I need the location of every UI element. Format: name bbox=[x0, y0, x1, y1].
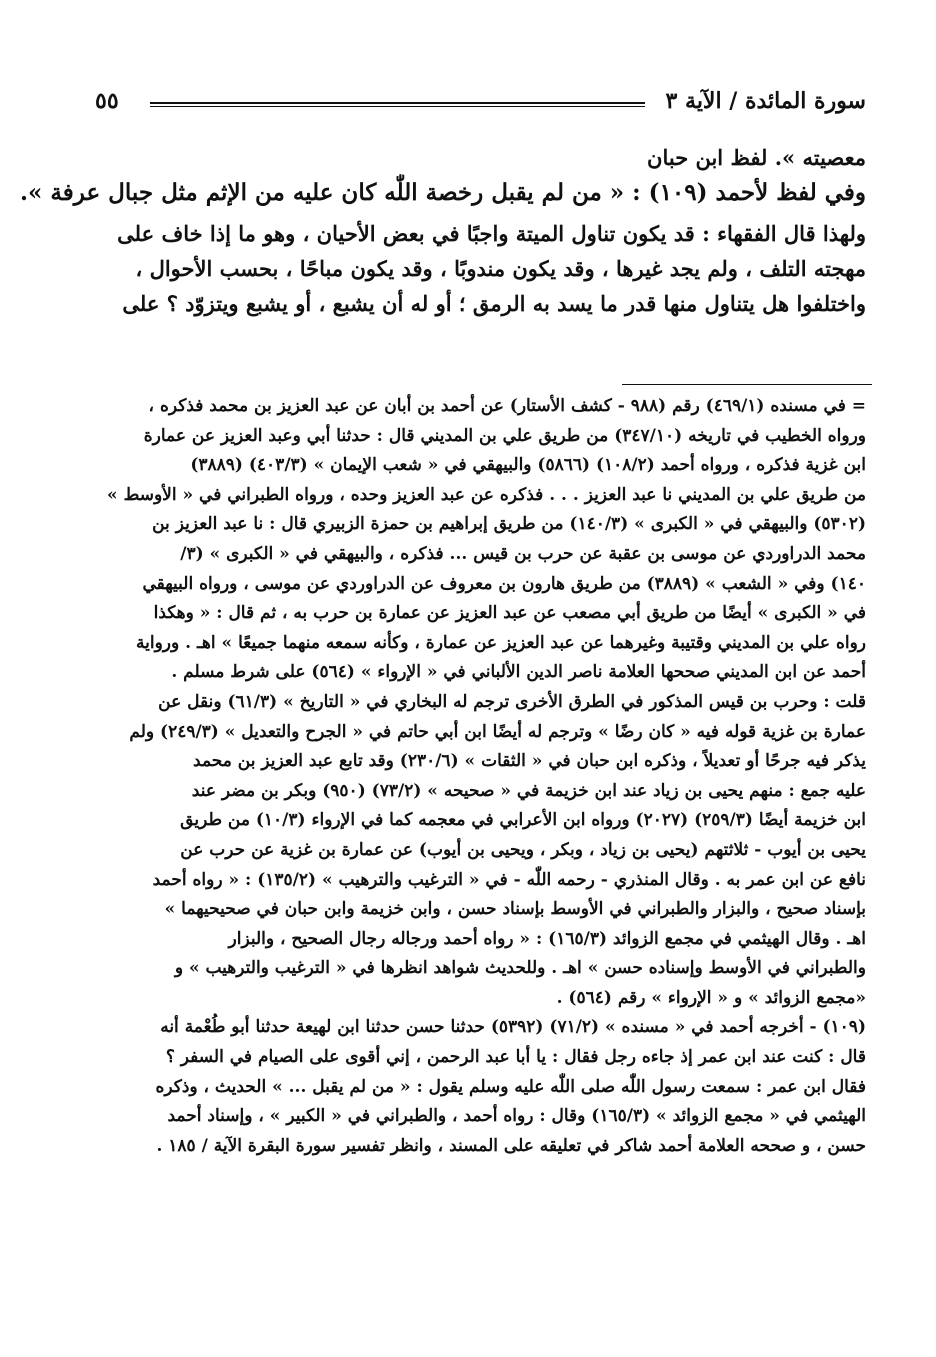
footnote-line: قال : كنت عند ابن عمر إذ جاءه رجل فقال : يا أبا عبد الرحمن ، إني أقوى على الصيام في السفر ؟ bbox=[165, 1047, 866, 1068]
footnote-line: يحيى بن أيوب - ثلاثتهم (يحيى بن زياد ، وبكر ، ويحيى بن أيوب) عن عمارة بن غزية عن حرب عن bbox=[180, 839, 866, 860]
footnote-line: (١٠٩) - أخرجه أحمد في « مسنده » (٧١/٢) (٥٣٩٢) حدثنا حسن حدثنا ابن لهيعة حدثنا أبو طُعْمة أنه bbox=[160, 1017, 866, 1038]
main-line: ولهذا قال الفقهاء : قد يكون تناول الميتة واجبًا في بعض الأحيان ، وهو ما إذا خاف على bbox=[117, 221, 866, 246]
footnote-line: في « الكبرى » أيضًا من طريق أبي مصعب عن عبد العزيز عن عمارة بن حرب به ، ثم قال : « وهكذا bbox=[153, 603, 866, 624]
footnote-line: الهيثمي في « مجمع الزوائد » (١٦٥/٣) وقال : رواه أحمد ، والطبراني في « الكبير » ، وإسناد أحمد bbox=[167, 1106, 866, 1127]
footnote-line: ابن خزيمة أيضًا (٢٥٩/٣) (٢٠٢٧) ورواه ابن الأعرابي في معجمه كما في الإرواء (١٠/٣) من طريق bbox=[180, 810, 866, 831]
footnote-line: رواه علي بن المديني وقتيبة وغيرهما عن عبد العزيز عن عمارة ، وكأنه سمعه منهما جميعًا » اهـ . ورواية bbox=[136, 632, 866, 653]
page-number: ٥٥ bbox=[95, 88, 119, 114]
footnote-line: = في مسنده (٤٦٩/١) رقم (٩٨٨ - كشف الأستار) عن أحمد بن أبان عن عبد العزيز بن محمد فذكره ، bbox=[148, 396, 866, 416]
footnotes bbox=[95, 392, 866, 1161]
footnote-line: عمارة بن غزية قوله فيه « كان رضًا » وترجم له أيضًا ابن أبي حاتم في « الجرح والتعديل » (٢٤٩/٣) ولم bbox=[129, 721, 866, 742]
footnote-separator bbox=[622, 384, 872, 385]
footnote-line: ابن غزية فذكره ، ورواه أحمد (١٠٨/٢) (٥٨٦٦) والبيهقي في « شعب الإيمان » (٤٠٣/٣) (٣٨٨٩) bbox=[190, 455, 866, 476]
main-line: واختلفوا هل يتناول منها قدر ما يسد به الرمق ؛ أو له أن يشبع ، أو يشبع ويتزوّد ؟ على bbox=[122, 291, 866, 316]
footnote-continuation bbox=[95, 392, 866, 1013]
main-text bbox=[20, 140, 866, 327]
running-title: سورة المائدة / الآية ٣ bbox=[665, 88, 866, 114]
footnote-line: قلت : وحرب بن قيس المذكور في الطرق الأخرى ترجم له البخاري في « التاريخ » (٦١/٣) ونقل عن bbox=[158, 691, 866, 712]
main-line: وفي لفظ لأحمد (١٠٩) : « من لم يقبل رخصة اللّٰه كان عليه من الإثم مثل جبال عرفة ». bbox=[20, 179, 866, 206]
footnote-line: والطبراني في الأوسط وإسناده حسن » اهـ . وللحديث شواهد انظرها في « الترغيب والترهيب » و bbox=[174, 958, 866, 979]
footnote-line: يذكر فيه جرحًا أو تعديلاً ، وذكره ابن حبان في « الثقات » (٢٣٠/٦) وقد تابع عبد العزيز بن محمد bbox=[193, 751, 866, 772]
footnote-line: اهـ . وقال الهيثمي في مجمع الزوائد (١٦٥/٣) : « رواه أحمد ورجاله رجال الصحيح ، والبزار bbox=[228, 928, 866, 949]
footnote-line: ورواه الخطيب في تاريخه (٣٤٧/١٠) من طريق علي بن المديني قال : حدثنا أبي وعبد العزيز عن عمارة bbox=[143, 425, 866, 446]
header-rule bbox=[150, 102, 645, 107]
footnote-line: «مجمع الزوائد » و « الإرواء » رقم (٥٦٤) . bbox=[556, 987, 866, 1008]
footnote-line: من طريق علي بن المديني نا عبد العزيز . . . فذكره عن عبد العزيز وحده ، ورواه الطبراني في « الأوسط » bbox=[107, 484, 866, 505]
footnote-line: فقال ابن عمر : سمعت رسول اللّٰه صلى اللّٰه عليه وسلم يقول : « من لم يقبل ... » الحديث ، وذكره bbox=[155, 1076, 866, 1097]
main-line: مهجته التلف ، ولم يجد غيرها ، وقد يكون مندوبًا ، وقد يكون مباحًا ، بحسب الأحوال ، bbox=[135, 256, 866, 281]
footnote-line: حسن ، و صححه العلامة أحمد شاكر في تعليقه على المسند ، وانظر تفسير سورة البقرة الآية / ١٨٥ . bbox=[156, 1135, 866, 1156]
footnote-line: محمد الدراوردي عن موسى بن عقبة عن حرب بن قيس ... فذكره ، والبيهقي في « الكبرى » (٣/ bbox=[180, 543, 866, 564]
footnote-line: ١٤٠) وفي « الشعب » (٣٨٨٩) من طريق هارون بن معروف عن الدراوردي عن موسى ، ورواه البيهقي bbox=[142, 573, 866, 594]
footnote-line: أحمد عن ابن المديني صححها العلامة ناصر الدين الألباني في « الإرواء » (٥٦٤) على شرط مسلم . bbox=[171, 662, 866, 683]
main-line: معصيته ». لفظ ابن حبان bbox=[647, 145, 866, 170]
footnote-line: نافع عن ابن عمر به . وقال المنذري - رحمه اللّٰه - في « الترغيب والترهيب » (١٣٥/٢) : « رواه أحمد bbox=[152, 869, 866, 890]
footnote-line: عليه جمع : منهم يحيى بن زياد عند ابن خزيمة في « صحيحه » (٧٣/٢) (٩٥٠) وبكر بن مضر عند bbox=[191, 780, 866, 801]
footnote-line: بإسناد صحيح ، والبزار والطبراني في الأوسط بإسناد حسن ، وابن خزيمة وابن حبان في صحيحيهما » bbox=[164, 899, 866, 920]
page-header bbox=[95, 88, 866, 118]
footnote-line: (٥٣٠٢) والبيهقي في « الكبرى » (١٤٠/٣) من طريق إبراهيم بن حمزة الزبيري قال : نا عبد العزيز بن bbox=[152, 514, 866, 535]
footnote-109 bbox=[95, 1013, 866, 1161]
main-paragraph bbox=[90, 216, 866, 321]
